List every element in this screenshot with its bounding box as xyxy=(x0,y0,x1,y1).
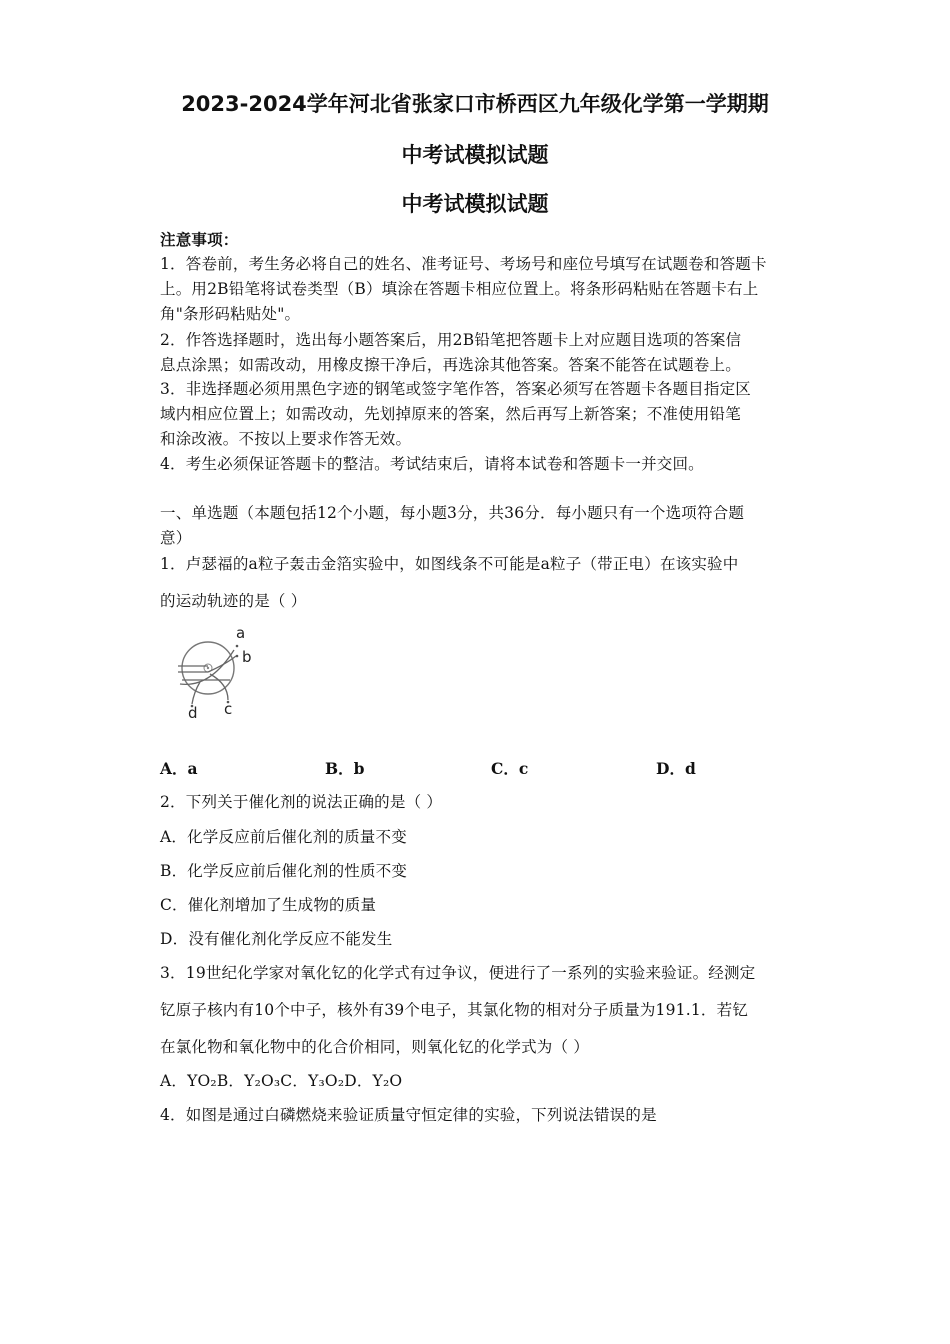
question-2-stem: 2．下列关于催化剂的说法正确的是（ ） xyxy=(160,793,443,811)
notice-line: 息点涂黑；如需改动，用橡皮擦干净后，再选涂其他答案。答案不能答在试题卷上。 xyxy=(160,356,741,374)
question-2-option-d: D．没有催化剂化学反应不能发生 xyxy=(160,930,393,948)
trajectory-a xyxy=(180,650,234,684)
label-a: a xyxy=(236,624,246,642)
trajectory-b xyxy=(208,656,236,672)
page-title: 2023-2024学年河北省张家口市桥西区九年级化学第一学期期 xyxy=(181,92,769,116)
question-1-option-b: B．b xyxy=(325,759,365,778)
question-3-options: A．YO₂B．Y₂O₃C．Y₃O₂D．Y₂O xyxy=(160,1072,403,1090)
question-3-stem-cont: 钇原子核内有10个中子，核外有39个电子，其氯化物的相对分子质量为191.1．若钇 xyxy=(160,1001,749,1019)
point-a xyxy=(236,645,239,648)
question-2-option-b: B．化学反应前后催化剂的性质不变 xyxy=(160,862,408,880)
notice-line: 3．非选择题必须用黑色字迹的钢笔或签字笔作答，答案必须写在答题卡各题目指定区 xyxy=(160,380,751,398)
question-1-stem: 1．卢瑟福的a粒子轰击金箔实验中，如图线条不可能是a粒子（带正电）在该实验中 xyxy=(160,555,739,573)
question-4-stem: 4．如图是通过白磷燃烧来验证质量守恒定律的实验，下列说法错误的是 xyxy=(160,1106,657,1124)
label-c: c xyxy=(224,700,233,718)
notice-line: 和涂改液。不按以上要求作答无效。 xyxy=(160,430,412,448)
question-2-option-c: C．催化剂增加了生成物的质量 xyxy=(160,896,377,914)
question-3-stem-cont: 在氯化物和氧化物中的化合价相同，则氧化钇的化学式为（ ） xyxy=(160,1038,590,1056)
alpha-scattering-figure xyxy=(170,622,270,727)
section-heading-cont: 意） xyxy=(160,529,192,547)
question-1-option-d: D．d xyxy=(656,759,696,778)
notice-heading: 注意事项： xyxy=(160,230,239,249)
notice-line: 2．作答选择题时，选出每小题答案后，用2B铅笔把答题卡上对应题目选项的答案信 xyxy=(160,331,742,349)
notice-line: 域内相应位置上；如需改动，先划掉原来的答案，然后再写上新答案；不准使用铅笔 xyxy=(160,405,741,423)
notice-line: 角"条形码粘贴处"。 xyxy=(160,305,301,323)
notice-line: 1．答卷前，考生务必将自己的姓名、准考证号、考场号和座位号填写在试题卷和答题卡 xyxy=(160,255,767,273)
page-title-line-2: 中考试模拟试题 xyxy=(401,143,549,167)
question-2-option-a: A．化学反应前后催化剂的质量不变 xyxy=(160,828,407,846)
question-1-option-a: A．a xyxy=(160,759,198,778)
notice-line: 上。用2B铅笔将试卷类型（B）填涂在答题卡相应位置上。将条形码粘贴在答题卡右上 xyxy=(160,280,759,298)
label-d: d xyxy=(188,704,198,722)
label-b: b xyxy=(242,648,252,666)
nucleus-dot xyxy=(207,667,209,669)
notice-line: 4．考生必须保证答题卡的整洁。考试结束后，请将本试卷和答题卡一并交回。 xyxy=(160,455,704,473)
section-heading: 一、单选题（本题包括12个小题，每小题3分，共36分．每小题只有一个选项符合题 xyxy=(160,504,745,522)
question-1-stem-cont: 的运动轨迹的是（ ） xyxy=(160,592,307,610)
question-3-stem: 3．19世纪化学家对氧化钇的化学式有过争议，便进行了一系列的实验来验证。经测定 xyxy=(160,964,756,982)
question-1-option-c: C．c xyxy=(491,759,529,778)
page-title-line-3: 中考试模拟试题 xyxy=(401,192,549,216)
point-b xyxy=(236,655,239,658)
